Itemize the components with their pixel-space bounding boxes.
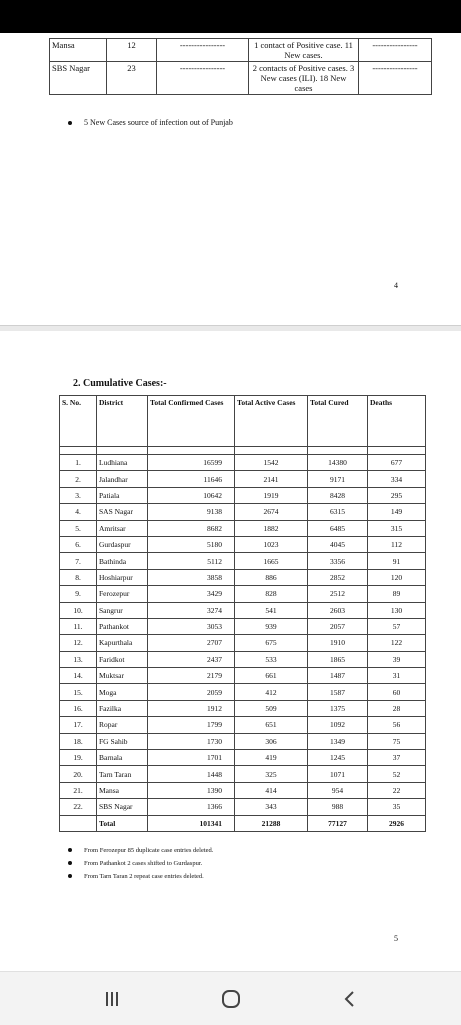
back-button[interactable] — [330, 986, 370, 1012]
table-row — [60, 471, 426, 487]
confirmed-cell: 16599 — [148, 455, 235, 471]
active-cell: 306 — [235, 733, 308, 749]
sno-cell: 1. — [60, 455, 97, 471]
note-item: From Tarn Taran 2 repeat case entries deleted. — [68, 873, 213, 880]
district-cell: Ludhiana — [97, 455, 148, 471]
total-label: Total — [97, 815, 148, 831]
cured-cell: 1245 — [308, 750, 368, 766]
confirmed-cell: 11646 — [148, 471, 235, 487]
cured-cell: 1587 — [308, 684, 368, 700]
page-number: 4 — [394, 281, 398, 290]
sno-cell: 5. — [60, 520, 97, 536]
confirmed-cell: 5112 — [148, 553, 235, 569]
table-row — [60, 553, 426, 569]
confirmed-cell: 10642 — [148, 487, 235, 503]
confirmed-cell: 1448 — [148, 766, 235, 782]
deaths-cell: 295 — [368, 487, 426, 503]
table-row — [60, 569, 426, 585]
sno-cell: 21. — [60, 782, 97, 798]
active-cell: 939 — [235, 618, 308, 634]
empty-cell — [97, 447, 148, 455]
cured-cell: 1092 — [308, 717, 368, 733]
empty-cell — [235, 447, 308, 455]
confirmed-cell: 2437 — [148, 651, 235, 667]
district-cell: Bathinda — [97, 553, 148, 569]
district-cell: Pathankot — [97, 618, 148, 634]
deaths-cell: 37 — [368, 750, 426, 766]
table-row — [60, 586, 426, 602]
district-cell: Mansa — [50, 39, 107, 62]
confirmed-cell: 1701 — [148, 750, 235, 766]
sno-cell: 7. — [60, 553, 97, 569]
table-row — [60, 799, 426, 815]
table-row — [60, 717, 426, 733]
confirmed-cell: 3274 — [148, 602, 235, 618]
active-cell: 541 — [235, 602, 308, 618]
note-item: 5 New Cases source of infection out of Punjab — [68, 118, 233, 127]
cured-cell: 1375 — [308, 700, 368, 716]
deaths-cell: 60 — [368, 684, 426, 700]
sno-cell: 12. — [60, 635, 97, 651]
empty-cell — [368, 447, 426, 455]
cured-cell: 8428 — [308, 487, 368, 503]
cured-cell: 2603 — [308, 602, 368, 618]
district-cell: Ropar — [97, 717, 148, 733]
active-cell: 419 — [235, 750, 308, 766]
table-row — [60, 504, 426, 520]
sno-cell: 17. — [60, 717, 97, 733]
active-cell: 414 — [235, 782, 308, 798]
district-cell: Gurdaspur — [97, 536, 148, 552]
deaths-cell: 315 — [368, 520, 426, 536]
table-row — [60, 782, 426, 798]
empty-cell — [60, 815, 97, 831]
page-number: 5 — [394, 934, 398, 943]
home-button[interactable] — [211, 986, 251, 1012]
sno-cell: 4. — [60, 504, 97, 520]
district-cell: Ferozepur — [97, 586, 148, 602]
district-cell: Jalandhar — [97, 471, 148, 487]
confirmed-cell: 1390 — [148, 782, 235, 798]
district-cell: SBS Nagar — [97, 799, 148, 815]
active-cell: 1542 — [235, 455, 308, 471]
cumulative-cases-table — [59, 395, 426, 832]
deaths-cell: 334 — [368, 471, 426, 487]
table-row — [60, 766, 426, 782]
cured-cell: 2512 — [308, 586, 368, 602]
status-bar — [0, 0, 461, 33]
deaths-cell: 57 — [368, 618, 426, 634]
count-cell: 23 — [107, 62, 157, 95]
table-spacer-row — [60, 447, 426, 455]
cured-cell: 6485 — [308, 520, 368, 536]
district-cell: Mansa — [97, 782, 148, 798]
district-cell: Patiala — [97, 487, 148, 503]
sno-cell: 2. — [60, 471, 97, 487]
sno-cell: 11. — [60, 618, 97, 634]
cured-cell: 6315 — [308, 504, 368, 520]
active-cell: 412 — [235, 684, 308, 700]
confirmed-cell: 2059 — [148, 684, 235, 700]
sno-cell: 8. — [60, 569, 97, 585]
deaths-cell: 22 — [368, 782, 426, 798]
total-row — [60, 815, 426, 831]
deaths-cell: 52 — [368, 766, 426, 782]
header-sno: S. No. — [60, 396, 97, 447]
active-cell: 1919 — [235, 487, 308, 503]
district-cell: Barnala — [97, 750, 148, 766]
confirmed-cell: 1366 — [148, 799, 235, 815]
cured-cell: 1349 — [308, 733, 368, 749]
cured-cell: 988 — [308, 799, 368, 815]
deaths-cell: 130 — [368, 602, 426, 618]
total-active: 21288 — [235, 815, 308, 831]
sno-cell: 3. — [60, 487, 97, 503]
sno-cell: 18. — [60, 733, 97, 749]
active-cell: 325 — [235, 766, 308, 782]
note-item: From Ferozepur 85 duplicate case entries deleted. — [68, 847, 213, 854]
count-cell: 12 — [107, 39, 157, 62]
deaths-cell: 677 — [368, 455, 426, 471]
table-row — [60, 733, 426, 749]
sno-cell: 16. — [60, 700, 97, 716]
cured-cell: 954 — [308, 782, 368, 798]
case-source-table — [49, 38, 432, 95]
header-active: Total Active Cases — [235, 396, 308, 447]
header-district: District — [97, 396, 148, 447]
district-cell: Fazilka — [97, 700, 148, 716]
table-row — [50, 62, 432, 95]
table-row — [60, 455, 426, 471]
confirmed-cell: 3429 — [148, 586, 235, 602]
deaths-cell: 75 — [368, 733, 426, 749]
table-row — [60, 750, 426, 766]
table-row — [60, 487, 426, 503]
active-cell: 886 — [235, 569, 308, 585]
district-cell: FG Sahib — [97, 733, 148, 749]
table-row — [60, 700, 426, 716]
home-icon — [220, 988, 242, 1010]
total-confirmed: 101341 — [148, 815, 235, 831]
header-confirmed: Total Confirmed Cases — [148, 396, 235, 447]
deaths-cell: 56 — [368, 717, 426, 733]
deaths-cell: 149 — [368, 504, 426, 520]
cured-cell: 9171 — [308, 471, 368, 487]
active-cell: 533 — [235, 651, 308, 667]
confirmed-cell: 2707 — [148, 635, 235, 651]
empty-cell — [148, 447, 235, 455]
navigation-bar — [0, 971, 461, 1025]
district-cell: Faridkot — [97, 651, 148, 667]
cured-cell: 1865 — [308, 651, 368, 667]
table-row — [60, 520, 426, 536]
sno-cell: 6. — [60, 536, 97, 552]
header-deaths: Deaths — [368, 396, 426, 447]
cured-cell: 14380 — [308, 455, 368, 471]
table-row — [60, 668, 426, 684]
district-cell: Muktsar — [97, 668, 148, 684]
cured-cell: 3356 — [308, 553, 368, 569]
sno-cell: 13. — [60, 651, 97, 667]
dash-cell: ---------------- — [157, 62, 249, 95]
cured-cell: 2852 — [308, 569, 368, 585]
section-title: 2. Cumulative Cases:- — [73, 378, 167, 389]
district-cell: SBS Nagar — [50, 62, 107, 95]
sno-cell: 10. — [60, 602, 97, 618]
total-cured: 77127 — [308, 815, 368, 831]
deaths-cell: 39 — [368, 651, 426, 667]
total-deaths: 2926 — [368, 815, 426, 831]
deaths-cell: 35 — [368, 799, 426, 815]
cured-cell: 1910 — [308, 635, 368, 651]
deaths-cell: 91 — [368, 553, 426, 569]
notes-list — [68, 847, 213, 886]
note-list — [68, 118, 233, 127]
sno-cell: 22. — [60, 799, 97, 815]
active-cell: 675 — [235, 635, 308, 651]
deaths-cell: 122 — [368, 635, 426, 651]
active-cell: 651 — [235, 717, 308, 733]
active-cell: 2674 — [235, 504, 308, 520]
table-row — [60, 618, 426, 634]
confirmed-cell: 2179 — [148, 668, 235, 684]
active-cell: 1665 — [235, 553, 308, 569]
active-cell: 343 — [235, 799, 308, 815]
confirmed-cell: 3053 — [148, 618, 235, 634]
cured-cell: 1487 — [308, 668, 368, 684]
active-cell: 2141 — [235, 471, 308, 487]
confirmed-cell: 1912 — [148, 700, 235, 716]
district-cell: Moga — [97, 684, 148, 700]
table-header-row — [60, 396, 426, 447]
document-page-5 — [0, 331, 461, 971]
district-cell: Sangrur — [97, 602, 148, 618]
header-cured: Total Cured — [308, 396, 368, 447]
sno-cell: 19. — [60, 750, 97, 766]
cured-cell: 1071 — [308, 766, 368, 782]
deaths-cell: 89 — [368, 586, 426, 602]
district-cell: Tarn Taran — [97, 766, 148, 782]
active-cell: 828 — [235, 586, 308, 602]
deaths-cell: 31 — [368, 668, 426, 684]
district-cell: Hoshiarpur — [97, 569, 148, 585]
sno-cell: 14. — [60, 668, 97, 684]
confirmed-cell: 9138 — [148, 504, 235, 520]
dash-cell: ---------------- — [359, 62, 432, 95]
table-row — [60, 684, 426, 700]
confirmed-cell: 1730 — [148, 733, 235, 749]
deaths-cell: 120 — [368, 569, 426, 585]
detail-cell: 2 contacts of Positive cases. 3 New cases (ILI). 18 New cases — [249, 62, 359, 95]
deaths-cell: 28 — [368, 700, 426, 716]
confirmed-cell: 3858 — [148, 569, 235, 585]
note-item: From Pathankot 2 cases shifted to Gurdaspur. — [68, 860, 213, 867]
district-cell: SAS Nagar — [97, 504, 148, 520]
empty-cell — [308, 447, 368, 455]
active-cell: 1882 — [235, 520, 308, 536]
detail-cell: 1 contact of Positive case. 11 New cases. — [249, 39, 359, 62]
recents-button[interactable] — [92, 986, 132, 1012]
table-row — [50, 39, 432, 62]
cured-cell: 2057 — [308, 618, 368, 634]
confirmed-cell: 8682 — [148, 520, 235, 536]
recents-icon — [103, 990, 121, 1008]
active-cell: 1023 — [235, 536, 308, 552]
table-row — [60, 651, 426, 667]
table-row — [60, 536, 426, 552]
confirmed-cell: 5180 — [148, 536, 235, 552]
district-cell: Amritsar — [97, 520, 148, 536]
active-cell: 509 — [235, 700, 308, 716]
table-row — [60, 635, 426, 651]
active-cell: 661 — [235, 668, 308, 684]
table-row — [60, 602, 426, 618]
empty-cell — [60, 447, 97, 455]
sno-cell: 9. — [60, 586, 97, 602]
confirmed-cell: 1799 — [148, 717, 235, 733]
back-icon — [341, 990, 359, 1008]
sno-cell: 20. — [60, 766, 97, 782]
cured-cell: 4045 — [308, 536, 368, 552]
document-page-4 — [0, 33, 461, 325]
deaths-cell: 112 — [368, 536, 426, 552]
sno-cell: 15. — [60, 684, 97, 700]
dash-cell: ---------------- — [157, 39, 249, 62]
dash-cell: ---------------- — [359, 39, 432, 62]
district-cell: Kapurthala — [97, 635, 148, 651]
